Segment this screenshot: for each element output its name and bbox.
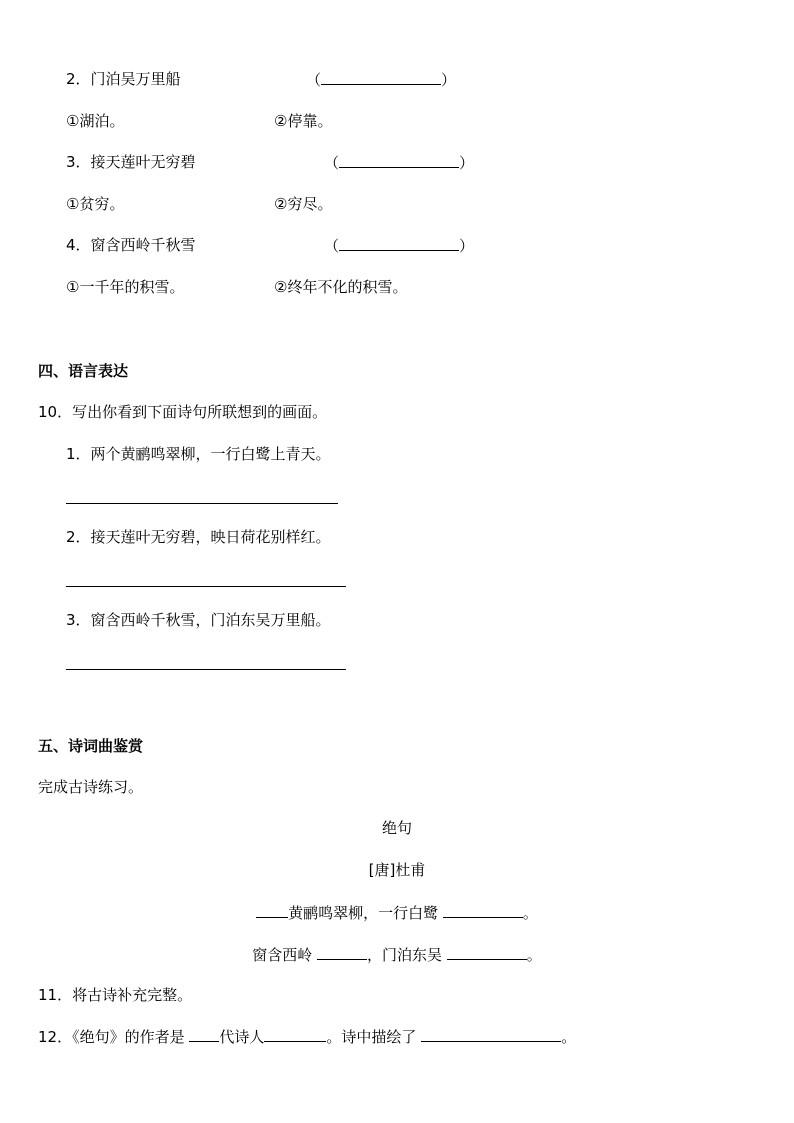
poem-author: [唐]杜甫 bbox=[368, 861, 426, 879]
q9-item-4 bbox=[66, 235, 196, 255]
q9-item-4-option-2: ②终年不化的积雪。 bbox=[274, 278, 408, 296]
q10-item-3: 3．窗含西岭千秋雪，门泊东吴万里船。 bbox=[66, 611, 331, 629]
q10-item-2: 2．接天莲叶无穷碧，映日荷花别样红。 bbox=[66, 528, 331, 546]
q9-item-3-option-2: ②穷尽。 bbox=[274, 195, 333, 213]
answer-blank[interactable] bbox=[264, 1026, 326, 1042]
answer-blank[interactable] bbox=[339, 235, 459, 251]
q11-prompt: 11．将古诗补充完整。 bbox=[38, 986, 193, 1004]
q9-item-4-option-1: ①一千年的积雪。 bbox=[66, 278, 185, 296]
answer-blank[interactable] bbox=[189, 1026, 219, 1042]
q9-item-3-answer: （ ） bbox=[324, 154, 475, 172]
section-4-heading: 四、语言表达 bbox=[38, 362, 129, 380]
poem-line-2: 窗含西岭 ，门泊东吴 。 bbox=[252, 946, 542, 964]
q9-item-4-phrase: 4．窗含西岭千秋雪 bbox=[66, 236, 196, 254]
q9-item-2 bbox=[66, 69, 181, 89]
q9-item-2-option-2: ②停靠。 bbox=[274, 112, 333, 130]
q9-item-2-answer: （ ） bbox=[306, 71, 457, 89]
poem-blank[interactable] bbox=[317, 944, 367, 960]
answer-line[interactable] bbox=[66, 669, 346, 670]
poem-blank[interactable] bbox=[256, 902, 288, 918]
section-5-heading: 五、诗词曲鉴赏 bbox=[38, 737, 144, 755]
poem-blank[interactable] bbox=[443, 902, 523, 918]
q10-item-1: 1．两个黄鹂鸣翠柳，一行白鹭上青天。 bbox=[66, 445, 331, 463]
answer-blank[interactable] bbox=[421, 1026, 561, 1042]
answer-blank[interactable] bbox=[339, 152, 459, 168]
q9-item-3 bbox=[66, 152, 196, 172]
q9-item-2-phrase: 2．门泊吴万里船 bbox=[66, 70, 181, 88]
section-5-intro: 完成古诗练习。 bbox=[38, 778, 144, 796]
poem-title: 绝句 bbox=[381, 819, 412, 837]
q10-prompt: 10．写出你看到下面诗句所联想到的画面。 bbox=[38, 403, 328, 421]
answer-line[interactable] bbox=[66, 503, 338, 504]
q9-item-2-option-1: ①湖泊。 bbox=[66, 112, 125, 130]
q9-item-3-option-1: ①贫穷。 bbox=[66, 195, 125, 213]
poem-line-1: 黄鹂鸣翠柳，一行白鹭 。 bbox=[0, 902, 794, 923]
q9-item-3-phrase: 3．接天莲叶无穷碧 bbox=[66, 153, 196, 171]
poem-blank[interactable] bbox=[447, 944, 527, 960]
answer-blank[interactable] bbox=[321, 69, 441, 85]
q9-item-4-answer: （ ） bbox=[324, 237, 475, 255]
answer-line[interactable] bbox=[66, 586, 346, 587]
q12-prompt: 12．《绝句》的作者是 代诗人 。诗中描绘了 。 bbox=[38, 1028, 577, 1046]
